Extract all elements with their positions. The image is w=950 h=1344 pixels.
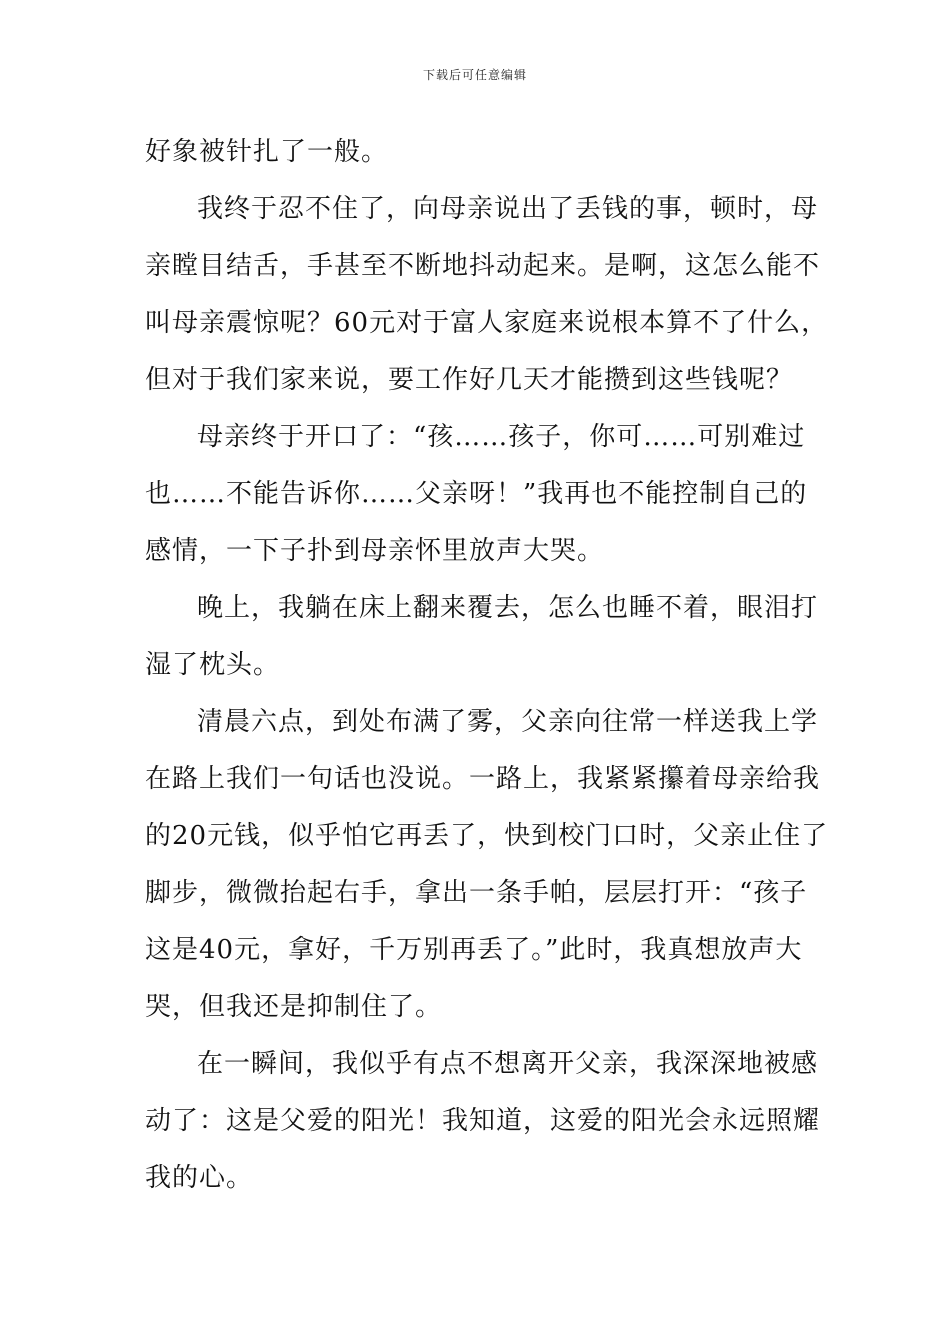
text-line: 这是40元，拿好，千万别再丢了。”此时，我真想放声大 [145, 935, 803, 965]
text-line: 我的心。 [145, 1163, 254, 1193]
text-line: 好象被针扎了一般。 [145, 137, 389, 167]
text-line: 的20元钱，似乎怕它再丢了，快到校门口时，父亲止住了 [145, 821, 829, 851]
text-line: 感情，一下子扑到母亲怀里放声大哭。 [145, 536, 605, 566]
text-line: 母亲终于开口了：“孩……孩子，你可……可别难过 [197, 422, 806, 452]
text-line: 在路上我们一句话也没说。一路上，我紧紧攥着母亲给我 [145, 764, 821, 794]
text-line: 晚上，我躺在床上翻来覆去，怎么也睡不着，眼泪打 [197, 593, 819, 623]
text-line: 脚步，微微抬起右手，拿出一条手帕，层层打开：“孩子 [145, 878, 808, 908]
page-header: 下载后可任意编辑 [422, 68, 527, 82]
document-body [145, 124, 829, 1207]
text-line: 也……不能告诉你……父亲呀！”我再也不能控制自己的 [145, 479, 808, 509]
text-line: 但对于我们家来说，要工作好几天才能攒到这些钱呢？ [145, 365, 794, 395]
text-line: 湿了枕头。 [145, 650, 281, 680]
text-line: 亲瞠目结舌，手甚至不断地抖动起来。是啊，这怎么能不 [145, 251, 821, 281]
text-line: 我终于忍不住了，向母亲说出了丢钱的事，顿时，母 [197, 194, 819, 224]
text-line: 叫母亲震惊呢？60元对于富人家庭来说根本算不了什么， [145, 308, 829, 338]
text-line: 哭，但我还是抑制住了。 [145, 992, 443, 1022]
text-line: 清晨六点，到处布满了雾，父亲向往常一样送我上学 [197, 707, 819, 737]
text-line: 动了：这是父爱的阳光！我知道，这爱的阳光会永远照耀 [145, 1106, 821, 1136]
text-line: 在一瞬间，我似乎有点不想离开父亲，我深深地被感 [197, 1049, 819, 1079]
